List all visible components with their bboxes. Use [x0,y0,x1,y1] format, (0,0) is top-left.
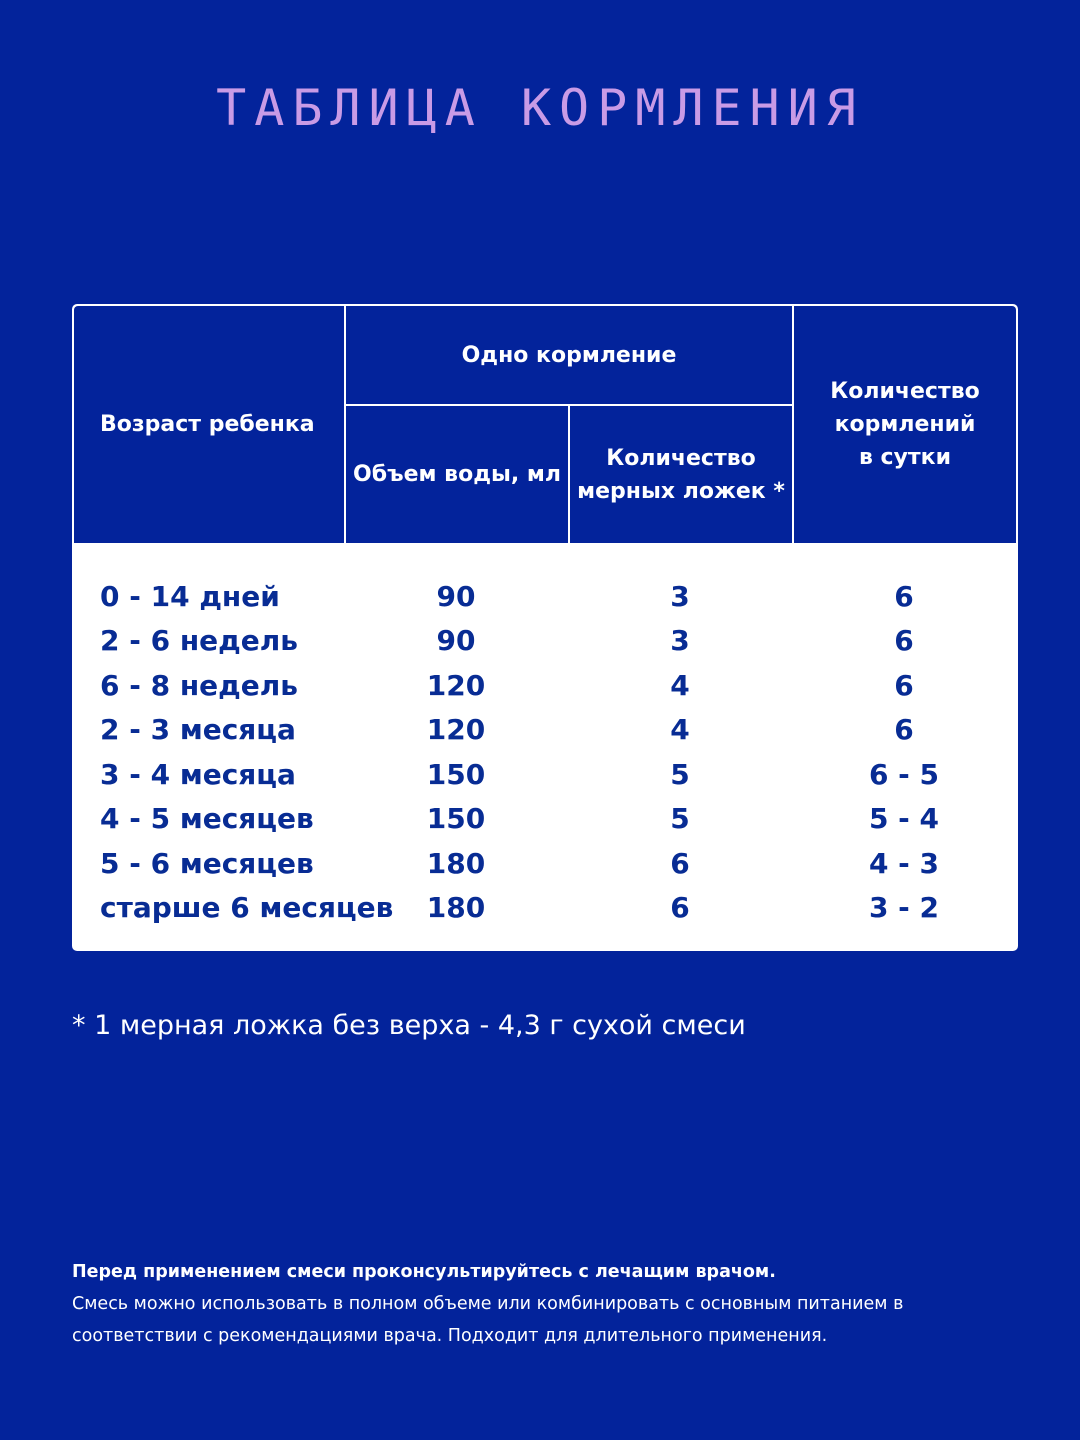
cell-volume: 90 [436,579,476,613]
cell-feeds: 6 [894,713,914,747]
cell-volume: 180 [426,846,486,880]
cell-feeds: 3 - 2 [868,891,940,925]
cell-age: 2 - 6 недель [100,624,298,658]
cell-feeds: 6 - 5 [868,757,940,791]
cell-spoons: 3 [670,579,690,613]
footnote: * 1 мерная ложка без верха - 4,3 г сухой смеси [72,1010,746,1041]
cell-feeds: 6 [894,579,914,613]
table-row [72,752,1018,797]
disclaimer-bold: Перед применением смеси проконсультируйтесь с лечащим врачом. [72,1262,776,1282]
header-feedings-per-day: Количество кормлений в сутки [830,379,980,470]
table-row [72,841,1018,886]
cell-feeds: 5 - 4 [868,802,940,836]
cell-volume: 150 [426,757,486,791]
table-row [72,663,1018,708]
cell-age: старше 6 месяцев [100,891,394,925]
cell-volume: 120 [426,668,486,702]
disclaimer [72,1256,1032,1352]
header-one-feeding: Одно кормление [461,342,677,368]
cell-spoons: 5 [670,802,690,836]
table-row [72,574,1018,619]
cell-spoons: 5 [670,757,690,791]
cell-spoons: 6 [670,846,690,880]
cell-spoons: 6 [670,891,690,925]
cell-age: 5 - 6 месяцев [100,846,314,880]
page-title: ТАБЛИЦА КОРМЛЕНИЯ [216,79,864,137]
table-header [74,306,1016,543]
table-row [72,619,1018,664]
table-row [72,797,1018,842]
cell-volume: 90 [436,624,476,658]
cell-age: 4 - 5 месяцев [100,802,314,836]
cell-age: 0 - 14 дней [100,579,280,613]
header-water-volume: Объем воды, мл [353,462,561,487]
feeding-table [72,304,1018,951]
cell-volume: 180 [426,891,486,925]
cell-spoons: 4 [670,713,690,747]
cell-volume: 120 [426,713,486,747]
table-body [72,574,1018,930]
cell-feeds: 6 [894,668,914,702]
cell-feeds: 6 [894,624,914,658]
cell-feeds: 4 - 3 [868,846,940,880]
cell-volume: 150 [426,802,486,836]
cell-age: 3 - 4 месяца [100,757,296,791]
table-row [72,708,1018,753]
header-age: Возраст ребенка [100,412,315,437]
cell-spoons: 3 [670,624,690,658]
cell-age: 6 - 8 недель [100,668,298,702]
cell-age: 2 - 3 месяца [100,713,296,747]
header-spoons: Количество мерных ложек * [577,445,785,504]
table-row [72,886,1018,931]
cell-spoons: 4 [670,668,690,702]
disclaimer-text: Смесь можно использовать в полном объеме или комбинировать с основным питанием в соответствии с рекомендациями врача. Подходит для длительного применения. [72,1294,904,1346]
